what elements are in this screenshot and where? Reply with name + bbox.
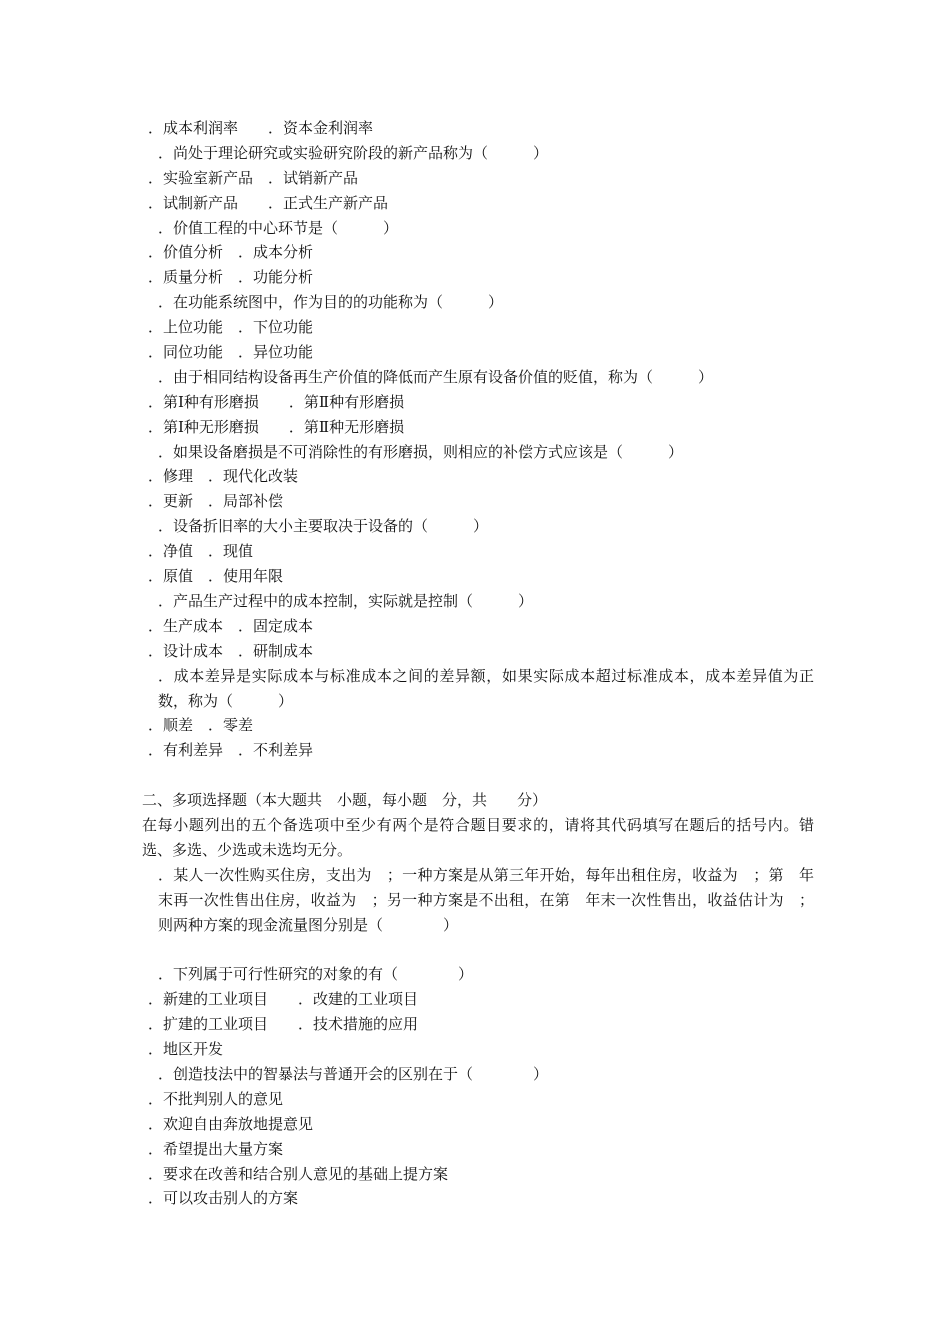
- option-line: ．成本利润率 ．资本金利润率: [148, 119, 374, 137]
- question-feasibility: ．下列属于可行性研究的对象的有（ ）: [158, 965, 474, 984]
- option-line: ．设计成本 ．研制成本: [148, 641, 314, 660]
- option-line: ．更新 ．局部补偿: [148, 492, 284, 511]
- question-line: ．在功能系统图中，作为目的的功能称为（ ）: [158, 293, 504, 312]
- exam-content: [142, 116, 814, 1211]
- option-line: ．希望提出大量方案: [148, 1139, 284, 1158]
- option-line: ．价值分析 ．成本分析: [148, 243, 314, 262]
- question-line: ．价值工程的中心环节是（ ）: [158, 218, 399, 237]
- option-line: ．质量分析 ．功能分析: [148, 268, 314, 287]
- question-cost-variance: ．成本差异是实际成本与标准成本之间的差异额，如果实际成本超过标准成本，成本差异值为正数，称为（ ）: [158, 666, 814, 710]
- question-line: ．设备折旧率的大小主要取决于设备的（ ）: [158, 517, 489, 536]
- option-line: ．可以攻击别人的方案: [148, 1189, 299, 1208]
- option-line: ．实验室新产品 ．试销新产品: [148, 168, 359, 187]
- option-line: ．净值 ．现值: [148, 542, 254, 561]
- option-line: ．不批判别人的意见: [148, 1089, 284, 1108]
- question-line: ．如果设备磨损是不可消除性的有形磨损，则相应的补偿方式应该是（ ）: [158, 442, 684, 461]
- option-line: ．第Ⅰ种无形磨损 ．第Ⅱ种无形磨损: [148, 417, 405, 436]
- option-line: ．第Ⅰ种有形磨损 ．第Ⅱ种有形磨损: [148, 392, 405, 411]
- question-line: ．尚处于理论研究或实验研究阶段的新产品称为（ ）: [158, 143, 549, 162]
- single-choice-lines: [142, 116, 814, 664]
- option-line: ．扩建的工业项目 ．技术措施的应用: [148, 1015, 419, 1034]
- option-line: ．试制新产品 ．正式生产新产品: [148, 193, 389, 212]
- option-line: ．原值 ．使用年限: [148, 567, 284, 586]
- option-line: ．生产成本 ．固定成本: [148, 616, 314, 635]
- option-line: ．要求在改善和结合别人意见的基础上提方案: [148, 1164, 449, 1183]
- question-line: ．由于相同结构设备再生产价值的降低而产生原有设备价值的贬值，称为（ ）: [158, 367, 714, 386]
- section-gap: [142, 763, 814, 788]
- section2-heading: 二、多项选择题（本大题共 小题，每小题 分，共 分）: [142, 791, 548, 810]
- option-line: ．同位功能 ．异位功能: [148, 343, 314, 362]
- blank-line: [142, 938, 814, 963]
- option-line: ．有利差异 ．不利差异: [148, 741, 314, 760]
- question-housing-cashflow: ．某人一次性购买住房，支出为 ；一种方案是从第三年开始，每年出租住房，收益为 ；第 年末再一次性售出住房，收益为 ；另一种方案是不出租，在第 年末一次性售出，收益估计为 ；则两种方案的现金流量图分别是（ ）: [158, 865, 814, 934]
- option-line: ．顺差 ．零差: [148, 716, 254, 735]
- question-line: ．产品生产过程中的成本控制，实际就是控制（ ）: [158, 591, 534, 610]
- section2-instructions: 在每小题列出的五个备选项中至少有两个是符合题目要求的，请将其代码填写在题后的括号内。错选、多选、少选或未选均无分。: [142, 815, 814, 859]
- option-line: ．地区开发: [148, 1040, 224, 1059]
- option-line: ．欢迎自由奔放地提意见: [148, 1114, 314, 1133]
- option-line: ．修理 ．现代化改装: [148, 467, 299, 486]
- option-line: ．新建的工业项目 ．改建的工业项目: [148, 990, 419, 1009]
- option-line: ．上位功能 ．下位功能: [148, 318, 314, 337]
- question-brainstorm: ．创造技法中的智暴法与普通开会的区别在于（ ）: [158, 1064, 549, 1083]
